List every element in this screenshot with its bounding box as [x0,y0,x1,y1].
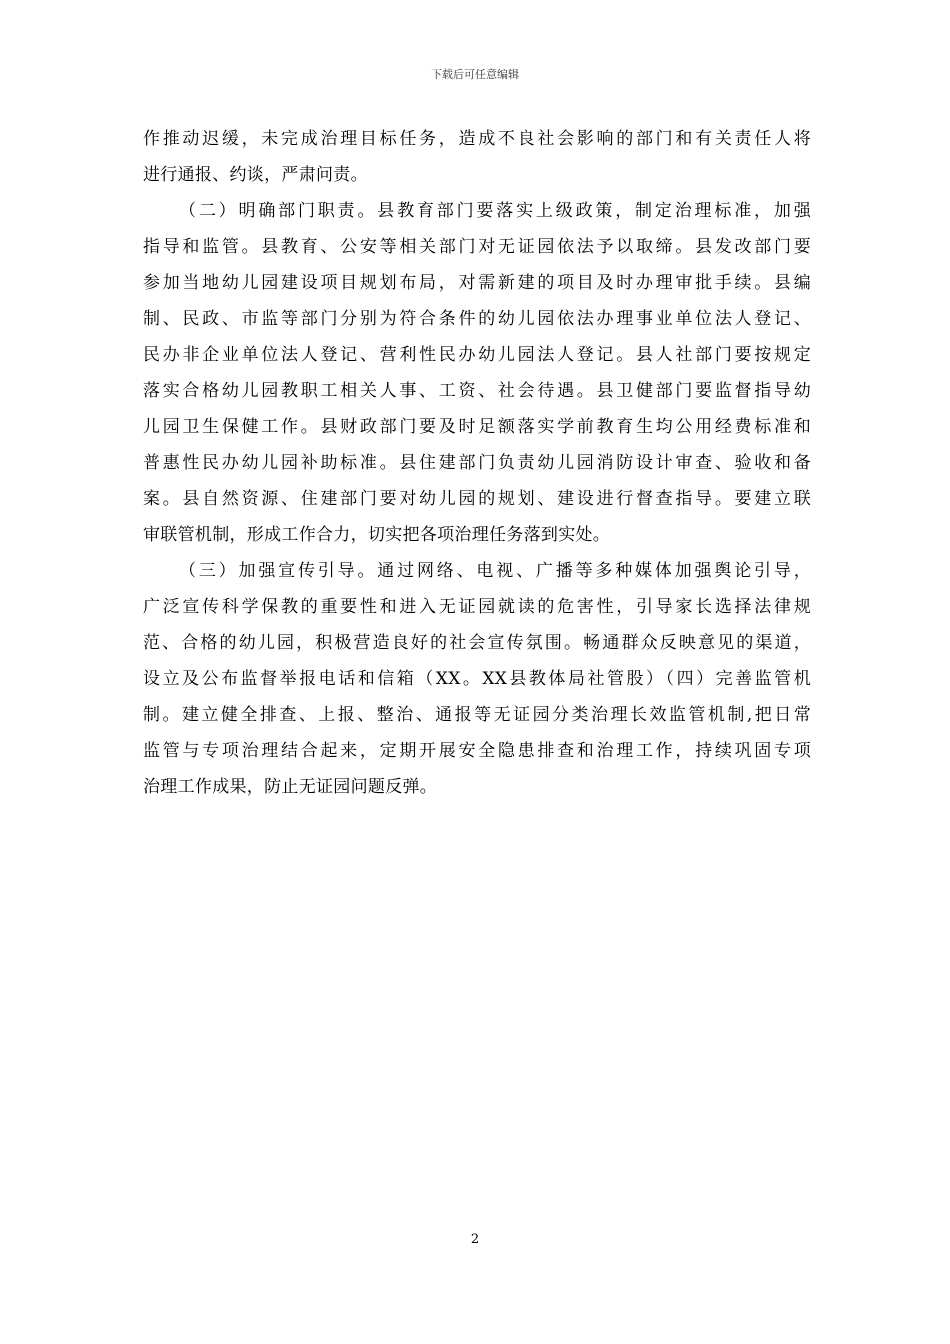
text-line: 普惠性民办幼儿园补助标准。县住建部门负责幼儿园消防设计审查、验收和备 [143,453,811,473]
text-line: 制。建立健全排查、上报、整治、通报等无证园分类治理长效监管机制,把日常 [143,705,811,725]
text-line: 审联管机制，形成工作合力，切实把各项治理任务落到实处。 [143,525,611,545]
text-line: 制、民政、市监等部门分别为符合条件的幼儿园依法办理事业单位法人登记、 [143,309,811,329]
text-line: 范、合格的幼儿园，积极营造良好的社会宣传氛围。畅通群众反映意见的渠道， [143,633,811,653]
page-number: 2 [470,1232,480,1247]
text-line: 指导和监管。县教育、公安等相关部门对无证园依法予以取缔。县发改部门要 [143,237,811,257]
text-line: 治理工作成果，防止无证园问题反弹。 [143,777,438,797]
text-line: （三）加强宣传引导。通过网络、电视、广播等多种媒体加强舆论引导， [179,561,811,581]
page-header: 下载后可任意编辑 [431,68,519,81]
paragraph-3 [143,553,811,805]
text-line: 案。县自然资源、住建部门要对幼儿园的规划、建设进行督查指导。要建立联 [143,489,811,509]
text-line: 参加当地幼儿园建设项目规划布局，对需新建的项目及时办理审批手续。县编 [143,273,811,293]
text-line: 监管与专项治理结合起来，定期开展安全隐患排查和治理工作，持续巩固专项 [143,741,811,761]
paragraph-2 [143,193,811,553]
document-body [143,121,811,805]
text-line: 民办非企业单位法人登记、营利性民办幼儿园法人登记。县人社部门要按规定 [143,345,811,365]
text-line: 设立及公布监督举报电话和信箱（XX。XX县教体局社管股）（四）完善监管机 [143,669,811,689]
text-line: 广泛宣传科学保教的重要性和进入无证园就读的危害性，引导家长选择法律规 [143,597,811,617]
paragraph-1 [143,121,811,193]
text-line: 落实合格幼儿园教职工相关人事、工资、社会待遇。县卫健部门要监督指导幼 [143,381,811,401]
text-line: 儿园卫生保健工作。县财政部门要及时足额落实学前教育生均公用经费标准和 [143,417,811,437]
text-line: 作推动迟缓，未完成治理目标任务，造成不良社会影响的部门和有关责任人将 [143,129,811,149]
text-line: （二）明确部门职责。县教育部门要落实上级政策，制定治理标准，加强 [179,201,811,221]
text-line: 进行通报、约谈，严肃问责。 [143,165,368,185]
